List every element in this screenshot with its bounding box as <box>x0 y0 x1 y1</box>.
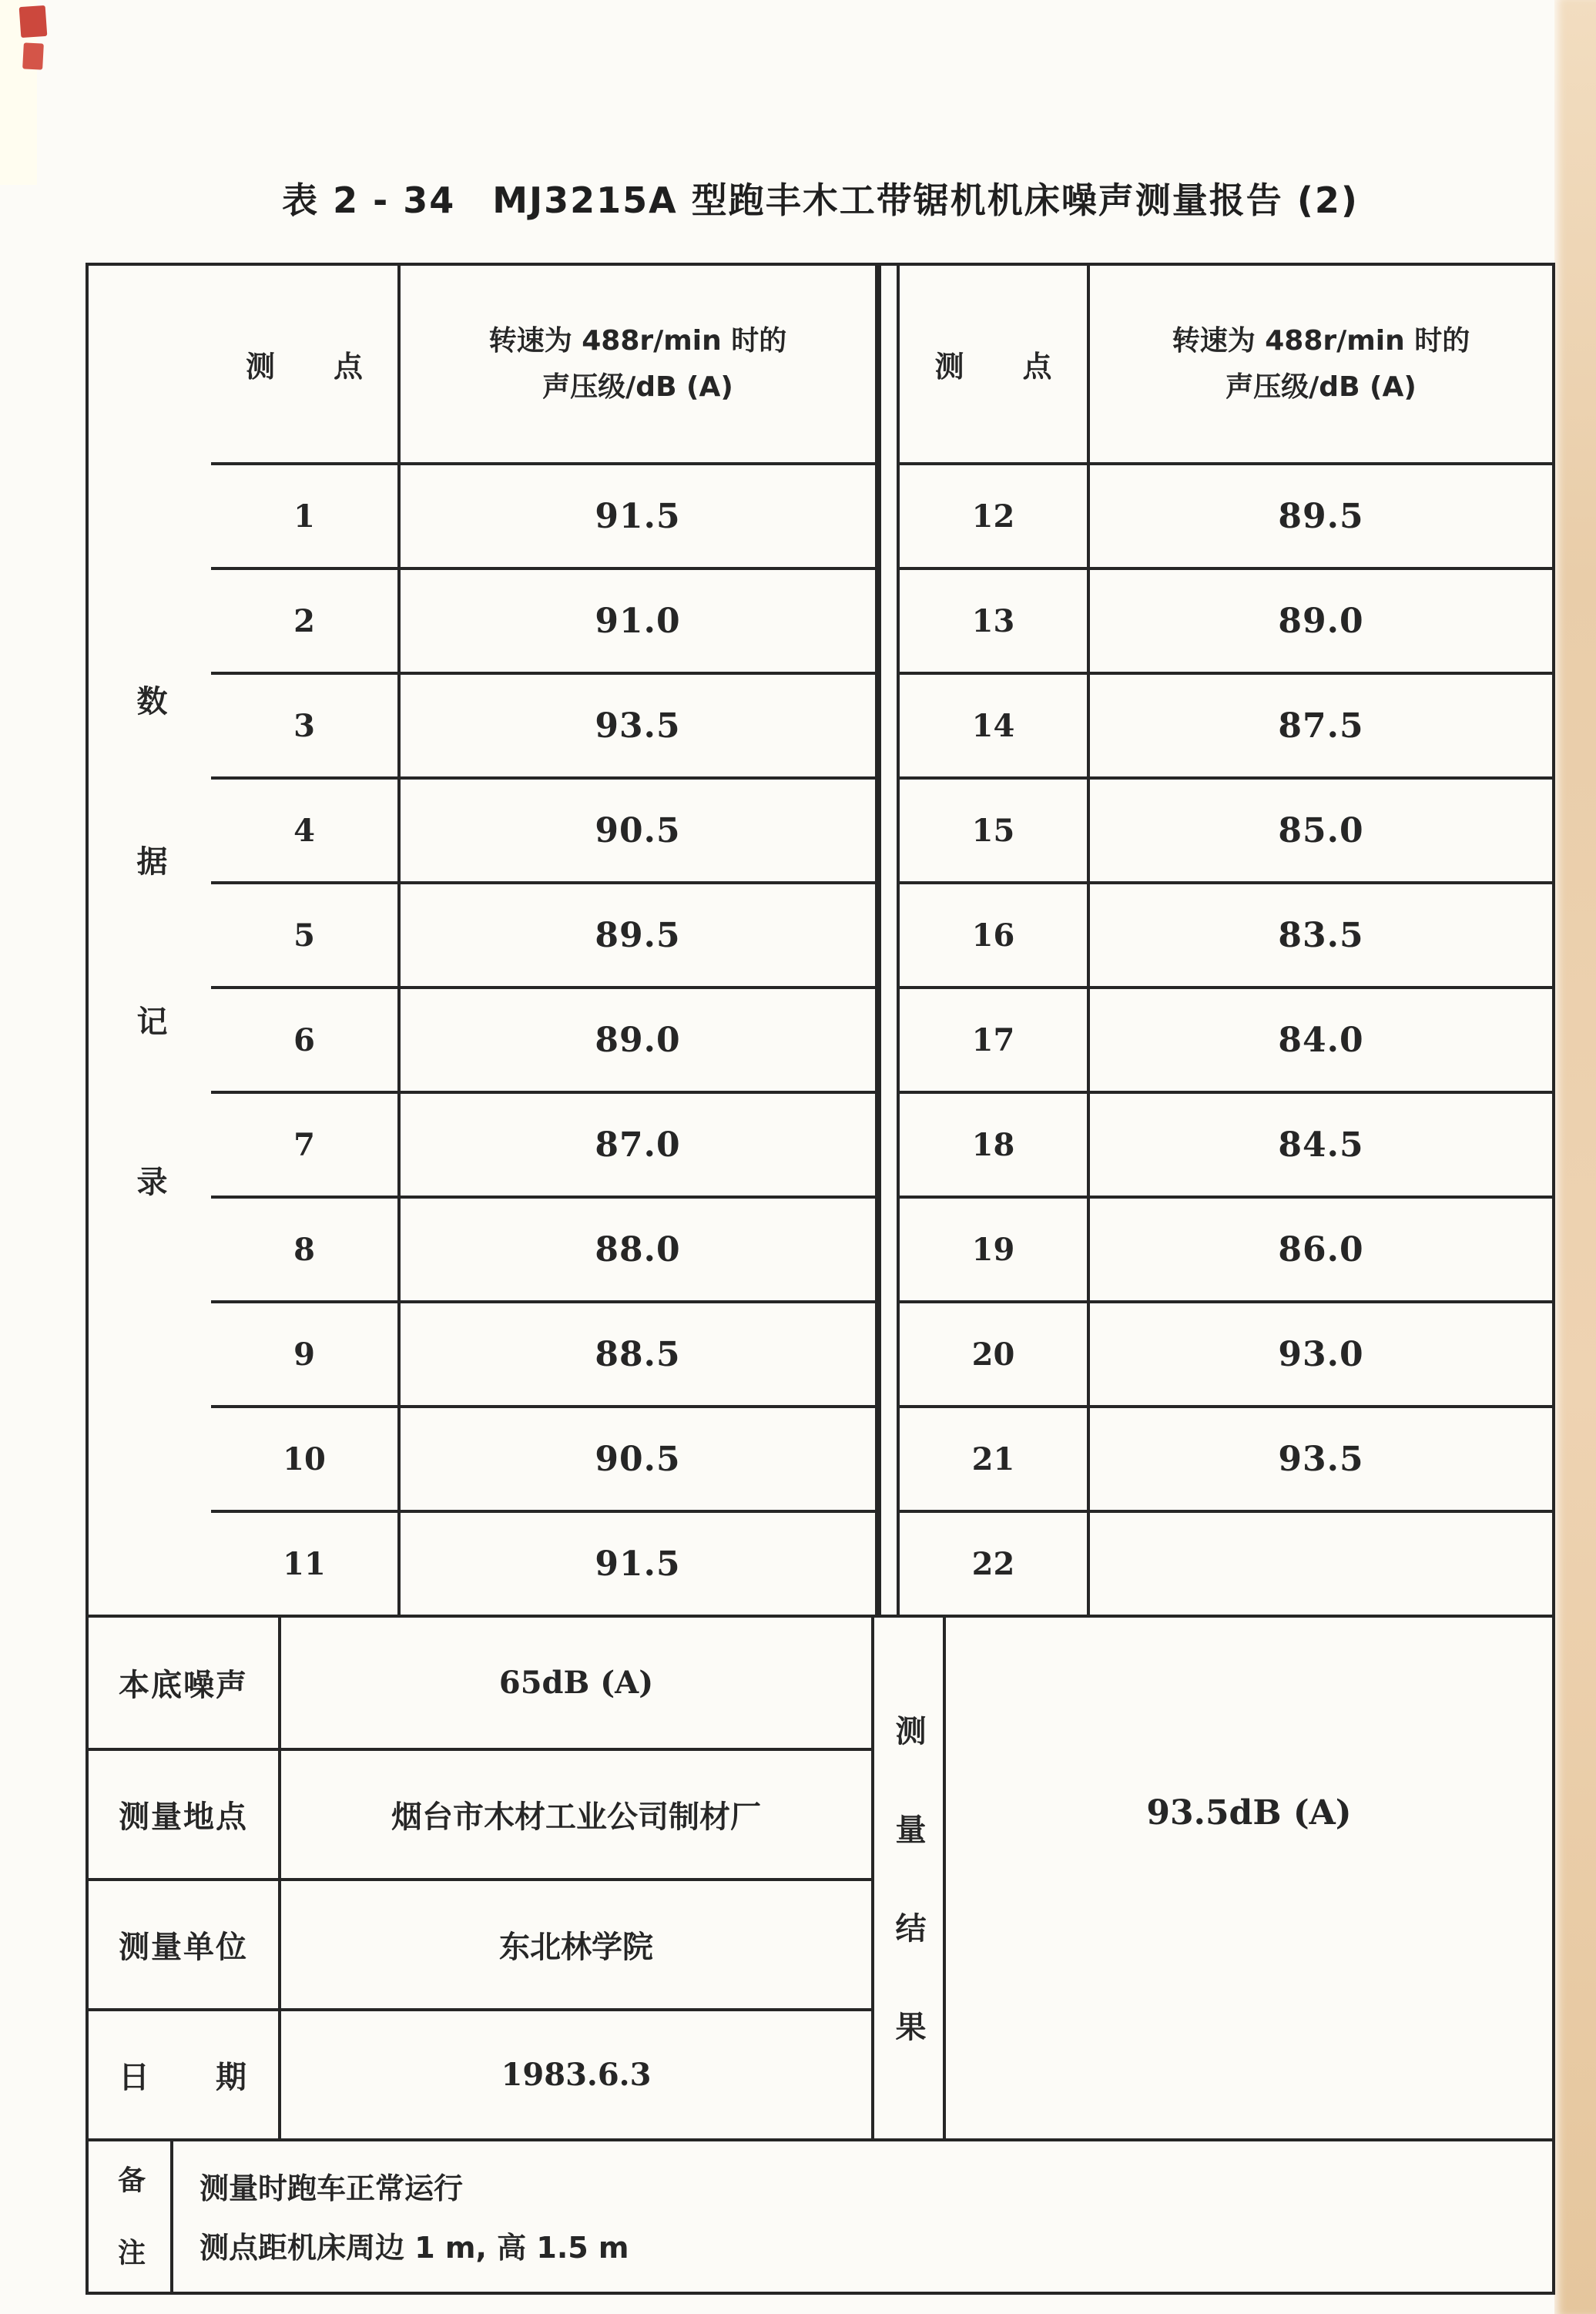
point-cell: 22 <box>900 1510 1090 1615</box>
point-cell: 11 <box>211 1510 401 1615</box>
point-cell: 20 <box>900 1300 1090 1405</box>
point-cell: 6 <box>211 986 401 1091</box>
table-title: 表 2 - 34 MJ3215A 型跑丰木工带锯机机床噪声测量报告 (2) <box>282 179 1359 221</box>
point-cell: 9 <box>211 1300 401 1405</box>
point-cell: 1 <box>211 462 401 567</box>
value-cell: 89.0 <box>401 986 878 1091</box>
value-cell: 93.5 <box>1090 1405 1552 1510</box>
value-header-line1: 转速为 488r/min 时的 <box>1172 325 1470 357</box>
value-cell: 88.5 <box>401 1300 878 1405</box>
remarks-body <box>173 2138 1552 2292</box>
value-cell: 85.0 <box>1090 776 1552 881</box>
result-value: 93.5dB (A) <box>1146 1793 1352 1833</box>
table-gap-band <box>878 266 900 1615</box>
value-cell: 89.5 <box>401 881 878 986</box>
point-cell: 18 <box>900 1091 1090 1196</box>
value-header-line1: 转速为 488r/min 时的 <box>488 325 787 357</box>
value-cell: 84.0 <box>1090 986 1552 1091</box>
remarks-table <box>86 2138 1555 2310</box>
point-cell: 8 <box>211 1196 401 1300</box>
info-label: 测量单位 <box>89 1878 281 2008</box>
info-label: 测量地点 <box>89 1748 281 1878</box>
red-stamp-mark <box>19 5 48 38</box>
result-value-cell <box>946 1618 1552 2138</box>
info-label: 本底噪声 <box>89 1618 281 1748</box>
noise-data-table <box>86 263 1555 1618</box>
point-header-right: 测 点 <box>900 266 1090 462</box>
value-cell: 90.5 <box>401 1405 878 1510</box>
point-cell: 15 <box>900 776 1090 881</box>
point-cell: 13 <box>900 567 1090 672</box>
value-cell <box>1090 1510 1552 1615</box>
info-value: 65dB (A) <box>281 1618 874 1748</box>
value-cell: 93.5 <box>401 672 878 776</box>
point-cell: 16 <box>900 881 1090 986</box>
side-label-cell <box>89 266 211 1615</box>
value-cell: 93.0 <box>1090 1300 1552 1405</box>
result-label-cell <box>874 1618 946 2138</box>
value-cell: 89.0 <box>1090 567 1552 672</box>
value-cell: 87.5 <box>1090 672 1552 776</box>
info-value: 烟台市木材工业公司制材厂 <box>281 1748 874 1878</box>
info-value: 东北林学院 <box>281 1878 874 2008</box>
remarks-label: 备注 <box>113 2165 146 2310</box>
point-cell: 14 <box>900 672 1090 776</box>
remark-line: 测量时跑车正常运行 <box>200 2171 464 2205</box>
value-cell: 84.5 <box>1090 1091 1552 1196</box>
point-cell: 12 <box>900 462 1090 567</box>
point-cell: 21 <box>900 1405 1090 1510</box>
point-cell: 4 <box>211 776 401 881</box>
info-label: 日 期 <box>89 2008 281 2138</box>
point-header-left: 测 点 <box>211 266 401 462</box>
value-header-line2: 声压级/dB (A) <box>542 371 733 403</box>
point-cell: 17 <box>900 986 1090 1091</box>
point-cell: 3 <box>211 672 401 776</box>
value-cell: 88.0 <box>401 1196 878 1300</box>
remarks-label-cell <box>89 2138 173 2310</box>
value-cell: 87.0 <box>401 1091 878 1196</box>
result-label: 测量结果 <box>890 1715 926 2109</box>
book-page-edge <box>1554 0 1596 2314</box>
point-cell: 7 <box>211 1091 401 1196</box>
value-cell: 83.5 <box>1090 881 1552 986</box>
red-stamp-mark <box>22 42 44 69</box>
point-cell: 19 <box>900 1196 1090 1300</box>
value-cell: 91.0 <box>401 567 878 672</box>
measurement-info-table <box>86 1618 1555 2141</box>
value-header-left <box>401 266 878 462</box>
value-cell: 86.0 <box>1090 1196 1552 1300</box>
value-cell: 91.5 <box>401 462 878 567</box>
point-cell: 5 <box>211 881 401 986</box>
side-label: 数据记录 <box>132 684 167 1326</box>
value-cell: 91.5 <box>401 1510 878 1615</box>
point-cell: 10 <box>211 1405 401 1510</box>
info-value: 1983.6.3 <box>281 2008 874 2138</box>
remark-line: 测点距机床周边 1 m, 高 1.5 m <box>200 2230 629 2265</box>
value-cell: 89.5 <box>1090 462 1552 567</box>
value-cell: 90.5 <box>401 776 878 881</box>
value-header-line2: 声压级/dB (A) <box>1226 371 1417 403</box>
value-header-right <box>1090 266 1552 462</box>
point-cell: 2 <box>211 567 401 672</box>
